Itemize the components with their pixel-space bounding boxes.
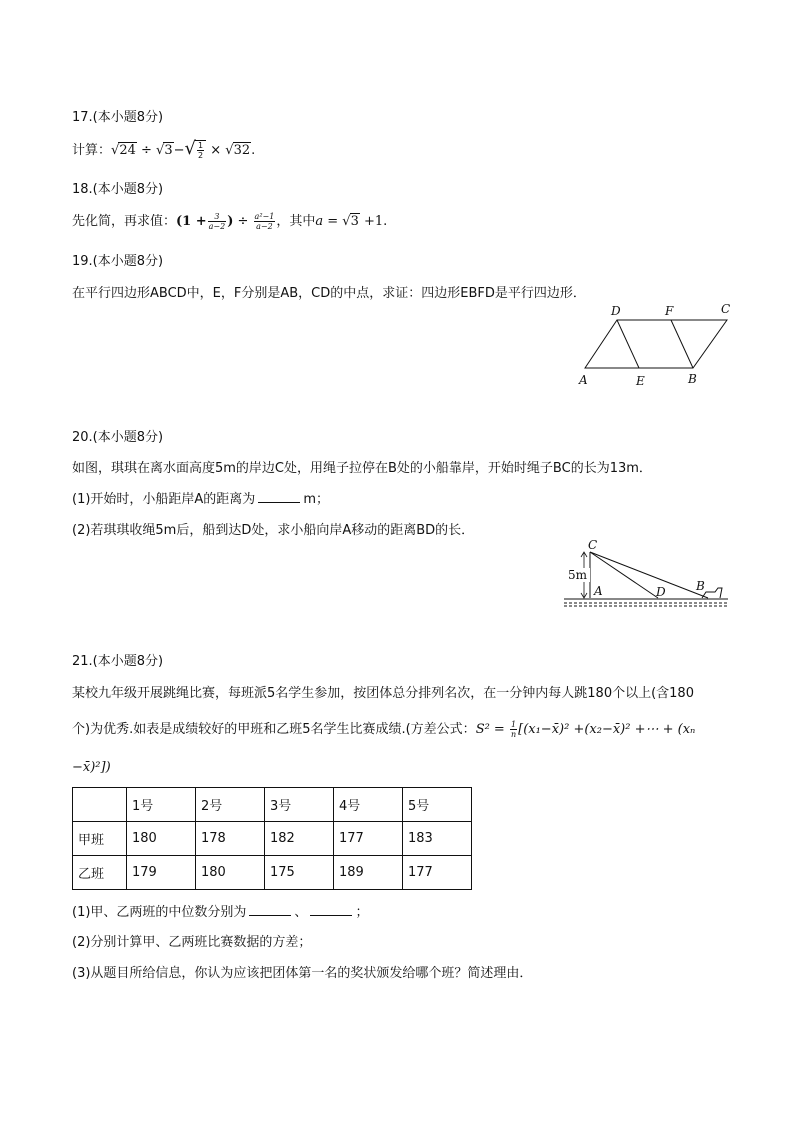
score-table [72,787,472,890]
rope-cb [590,552,708,598]
q19-text: 在平行四边形ABCD中，E，F分别是AB，CD的中点，求证：四边形EBFD是平行四边形． [72,286,586,301]
label-c: C [588,538,598,552]
q21-answer-blank-1[interactable] [249,903,291,916]
q18-frac1-num: 3 [208,212,227,222]
q18-var: a [315,214,324,229]
q17-prefix: 计算： [72,143,112,158]
q20-boat-figure [560,538,732,610]
header-cell: 2号 [196,788,265,822]
q20-answer-blank[interactable] [258,490,300,503]
q21-formula-den: n [510,730,517,739]
q21-line1: 某校九年级开展跳绳比赛，每班派5名学生参加，按团体总分排列名次，在一分钟内每人跳180个以上(含180 [72,686,694,701]
q20-part2: (2)若琪琪收绳5m后，船到达D处，求小船向岸A移动的距离BD的长． [72,523,475,538]
q21-part1 [72,901,368,920]
table-cell: 甲班 [73,822,127,856]
q17-op3: × [210,143,222,158]
q20-part1-pre: (1)开始时，小船距岸A的距离为 [72,492,256,507]
q21-part1-pre: (1)甲、乙两班的中位数分别为 [72,905,247,920]
header-cell: 3号 [265,788,334,822]
label-a: A [594,584,603,598]
label-b: B [688,372,697,386]
q18-frac2-den: a−2 [256,222,273,231]
q21-heading: 21.(本小题8分) [72,654,164,669]
table-row [73,856,472,890]
label-d: D [656,585,666,599]
q18-frac1-den: a−2 [208,222,226,231]
label-d: D [611,304,621,318]
header-cell: 4号 [334,788,403,822]
table-cell: 177 [403,856,472,890]
table-cell: 183 [403,822,472,856]
table-cell: 175 [265,856,334,890]
q17-frac-num: 1 [198,141,204,150]
q21-part2: (2)分别计算甲、乙两班比赛数据的方差； [72,935,312,950]
q21-part1-post: ； [355,905,369,920]
table-cell: 乙班 [73,856,127,890]
q17-radicand-2: 3 [164,143,173,158]
q17-op1: ÷ [141,143,152,158]
q21-formula-b: [(x₁−x̄)² +(x₂−x̄)² +⋯ + (xₙ [518,722,696,737]
q21-line2-text: 个)为优秀.如表是成绩较好的甲班和乙班5名学生比赛成绩.(方差公式： [72,722,476,737]
label-e: E [636,374,645,388]
q17-frac-den: 2 [198,151,204,160]
q20-part1-post: m； [303,492,329,507]
q18-div: ÷ [237,214,249,229]
header-cell: 5号 [403,788,472,822]
q18-mid: ，其中 [276,214,316,229]
table-cell: 177 [334,822,403,856]
q17-op2: − [173,143,185,158]
table-header-row [73,788,472,822]
q17-end: . [251,143,256,158]
label-f: F [665,304,674,318]
q19-parallelogram-figure [575,298,740,390]
q17-radicand-3: 32 [233,143,251,158]
header-cell: 1号 [127,788,196,822]
table-cell: 180 [196,856,265,890]
table-cell: 178 [196,822,265,856]
q21-part3: (3)从题目所给信息，你认为应该把团体第一名的奖状颁发给哪个班？简述理由． [72,966,533,981]
q20-heading: 20.(本小题8分) [72,430,164,445]
q18-eq: = [323,214,343,229]
header-cell [73,788,127,822]
table-cell: 179 [127,856,196,890]
q21-formula-a: S² = [475,722,509,737]
q18-expression: 先化简，再求值：(1 + $\frac{3}{a-2}$ ) ÷ $\frac{\text{a²−1}}{a-2}$ ，其中a = √3 +1. [72,212,388,231]
q21-line3: −x̄)²]) [72,760,111,775]
q20-text: 如图，琪琪在离水面高度5m的岸边C处，用绳子拉停在B处的小船靠岸，开始时绳子BC的长为13m． [72,461,652,476]
q17-heading: 17.(本小题8分) [72,110,164,125]
parallelogram-abcd [585,320,727,368]
q20-part1 [72,488,329,507]
q17-radicand-1: 24 [119,143,136,158]
q18-lparen: (1 + [176,214,207,229]
table-cell: 182 [265,822,334,856]
segment-de [617,320,639,368]
q18-frac2-num: a²−1 [254,212,275,221]
label-a: A [579,373,588,387]
q21-answer-blank-2[interactable] [310,903,352,916]
q21-line2 [72,718,695,739]
q19-heading: 19.(本小题8分) [72,254,164,269]
label-b: B [696,579,705,593]
q18-rparen: ) [227,214,234,229]
table-row [73,822,472,856]
q21-part1-sep: 、 [294,905,308,920]
q18-heading: 18.(本小题8分) [72,182,164,197]
q18-radicand: 3 [350,214,359,229]
q18-tail: +1. [359,214,388,229]
q21-formula-num: 1 [511,720,517,729]
label-c: C [721,302,731,316]
segment-fb [671,320,693,368]
q17-expression: 计算：√24 ÷ √3−√ $\frac{1}{2}$ × √32. [72,138,256,160]
q18-prefix: 先化简，再求值： [72,214,177,229]
label-5m: 5m [568,568,588,582]
table-cell: 180 [127,822,196,856]
table-cell: 189 [334,856,403,890]
